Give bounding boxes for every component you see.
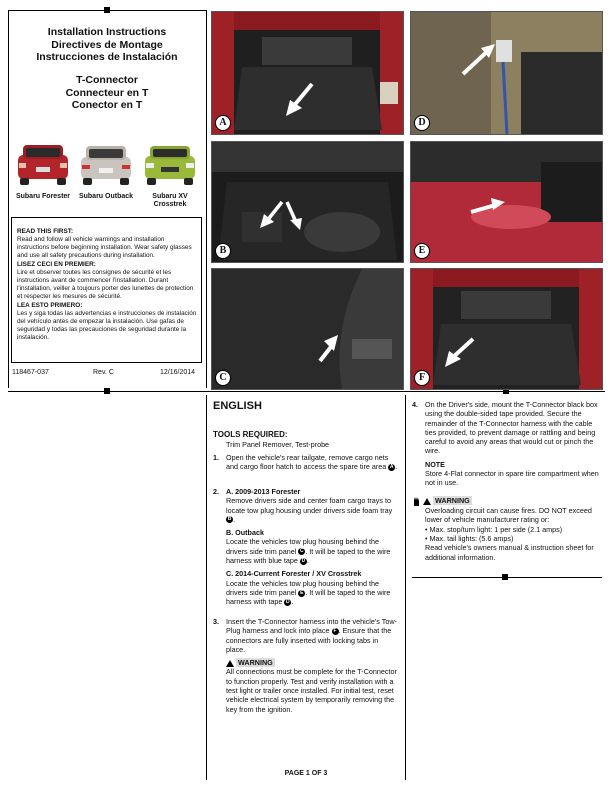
safety-heading-english: READ THIS FIRST: [17,228,74,235]
step-3-warning-text: All connections must be complete for the T-Connector to function properly. Test and verify installation with a test light or trailer once installed. For initial test, reset vehicle electrical system by temporarily removing the key from the ignition. [226,667,397,714]
step-3-photo-ref: F [333,627,337,634]
step-4 [412,400,602,488]
vehicle-forester-image [14,141,72,189]
step-4-note-heading: NOTE [425,459,445,469]
warning-triangle-icon [226,660,234,667]
step-1-text: Open the vehicle's rear tailgate, remove cargo nets and cargo floor hatch to access the spare tire area [226,453,389,472]
safety-notice-box [11,217,202,363]
vehicle-label-outback: Subaru Outback [78,193,134,200]
vehicle-crosstrek-image [141,141,199,189]
horizontal-rule [8,391,605,392]
step-1-photo-ref: A [389,463,394,470]
step-1: 1. Open the vehicle's rear tailgate, remove cargo nets and cargo floor hatch to access the spare tire area A . [213,453,398,472]
revision: Rev. C [93,369,114,376]
step-4-warning-line-1: Overloading circuit can cause fires. DO NOT exceed lower of vehicle manufacturer rating or: [425,506,592,525]
step-1-number: 1. [213,453,219,462]
step-3-text-2: . Ensure that the connectors are fully inserted with locking tabs in place. [226,626,392,654]
step-4-text: On the Driver's side, mount the T-Connector black box using the double-sided tape provided. Secure the remainder of the T-Connector harness with the cable ties provided, to prevent damage or rattling and being careful to avoid any areas that would cut or pinch the wire. [425,400,598,456]
step-4-note-text: Store 4-Flat connector in spare tire compartment when not in use. [425,469,599,488]
step-4-bullet-1: • Max. stop/turn light: 1 per side (2.1 amps) [425,524,563,534]
vehicle-outback-image [77,141,135,189]
document-date: 12/16/2014 [160,369,196,376]
title-english: Installation Instructions [47,26,167,38]
tools-list: Trim Panel Remover, Test-probe [226,440,330,449]
photo-e-label: E [414,243,430,259]
step-3 [213,617,399,714]
photo-d [410,11,603,135]
step-2c-photo-ref-2: D [286,598,290,605]
step-4-warning-header [412,496,602,506]
product-name-spanish: Conector en T [71,99,143,111]
left-top-mark [104,7,110,13]
tools-heading: TOOLS REQUIRED: [213,430,288,439]
column-divider-bottom-right [405,395,406,780]
part-number: 118467-037 [12,369,49,376]
step4-bottom-mark [502,574,508,580]
photo-e [410,141,603,263]
photo-b [211,141,404,263]
photo-b-label: B [215,243,231,259]
frame-left-border [8,10,9,388]
photo-d-label: D [414,115,430,131]
safety-body-french: Lire et observer toutes les consignes de sécurité et les instructions avant de commencer l'installation. Durant l'installation, veiller à toujours porter des lunettes de protection et respecter les mesures de sécurité. [17,269,194,300]
horizontal-rule-mark-left [104,388,110,394]
photo-c [211,268,404,390]
safety-heading-french: LISEZ CECI EN PREMIER: [17,261,96,268]
safety-body-english: Read and follow all vehicle warnings and installation instructions before beginning installation. Wear safety glasses and use all safety precautions during installation. [17,236,192,259]
step-4-bullet-2: • Max. tail lights: (5.6 amps) [425,533,514,543]
step-2a-photo-ref: B [227,516,232,523]
step-2c-title: C. 2014-Current Forester / XV Crosstrek [226,569,362,579]
column-divider-bottom-left [206,395,207,780]
step-2-number: 2. [213,487,219,496]
step-3-warning-header [226,658,399,667]
step-2c-text-2: . It will be taped to the wire harness with tape [226,587,391,607]
step-4-warning [412,496,602,562]
step-2b-photo-ref-1: C [300,548,304,555]
vehicle-label-forester: Subaru Forester [15,193,71,200]
step-2a-text: Remove drivers side and center foam cargo trays to locate tow plug housing under drivers side foam tray [226,496,393,515]
step-2b-photo-ref-2: D [301,557,306,564]
title-block [10,26,204,64]
title-spanish: Instrucciones de Instalación [36,51,178,63]
warning-triangle-icon [423,498,431,505]
step-3-text-1: Insert the T-Connector harness into the vehicle's Tow-Plug harness and lock into place [226,617,397,636]
step-3-warning-label: WARNING [238,658,273,668]
step-2b-text-2: . It will be taped to the wire harness with blue tape [226,546,391,566]
column-divider-top [206,10,207,388]
product-name-french: Connecteur en T [65,86,149,99]
vehicle-label-crosstrek: Subaru XV Crosstrek [152,193,188,208]
step-2: 2. A. 2009-2013 Forester Remove drivers side and center foam cargo trays to locate tow plug housing under drivers side foam tray B . B. Outback Locate the vehicles tow plug housing behind the drivers side trim panel C . It will be taped to the wire harness with blue tape D . C. 2014-Current Forester / XV Crosstrek Locate the vehicles tow plug housing behind the drivers side trim panel E . It will be taped to the wire harness with tape D . [213,487,399,607]
step-2b-text-1: Locate the vehicles tow plug housing behind the drivers side trim panel [226,537,380,556]
hand-warning-icon [412,496,421,506]
photo-a [211,11,404,135]
step-4-warning-label: WARNING [435,496,470,505]
photo-f-label: F [414,370,430,386]
page-number: PAGE 1 OF 3 [284,770,328,777]
step-2c-text-1: Locate the vehicles tow plug housing behind the drivers side trim panel [226,578,380,597]
step-4-number: 4. [412,400,418,409]
language-heading: ENGLISH [213,400,262,412]
safety-heading-spanish: LEA ESTO PRIMERO: [17,302,83,309]
photo-f [410,268,603,390]
safety-body-spanish: Les y siga todas las advertencias e instrucciones de instalación del vehículo antes de empezar la instalación. Use gafas de seguridad y todas las precauciones de seguridad durante la instalación. [17,310,197,341]
step-4-warning-line-2: Read vehicle's owners manual & instruction sheet for additional information. [425,543,594,562]
product-name-block [10,74,204,112]
step-3-number: 3. [213,617,219,626]
photo-a-label: A [215,115,231,131]
step-2a-title: A. 2009-2013 Forester [226,487,301,496]
title-french: Directives de Montage [51,38,163,51]
step-2b-title: B. Outback [226,528,264,538]
product-name-english: T-Connector [76,74,138,86]
step-2c-photo-ref-1: E [300,589,304,596]
photo-c-label: C [215,370,231,386]
